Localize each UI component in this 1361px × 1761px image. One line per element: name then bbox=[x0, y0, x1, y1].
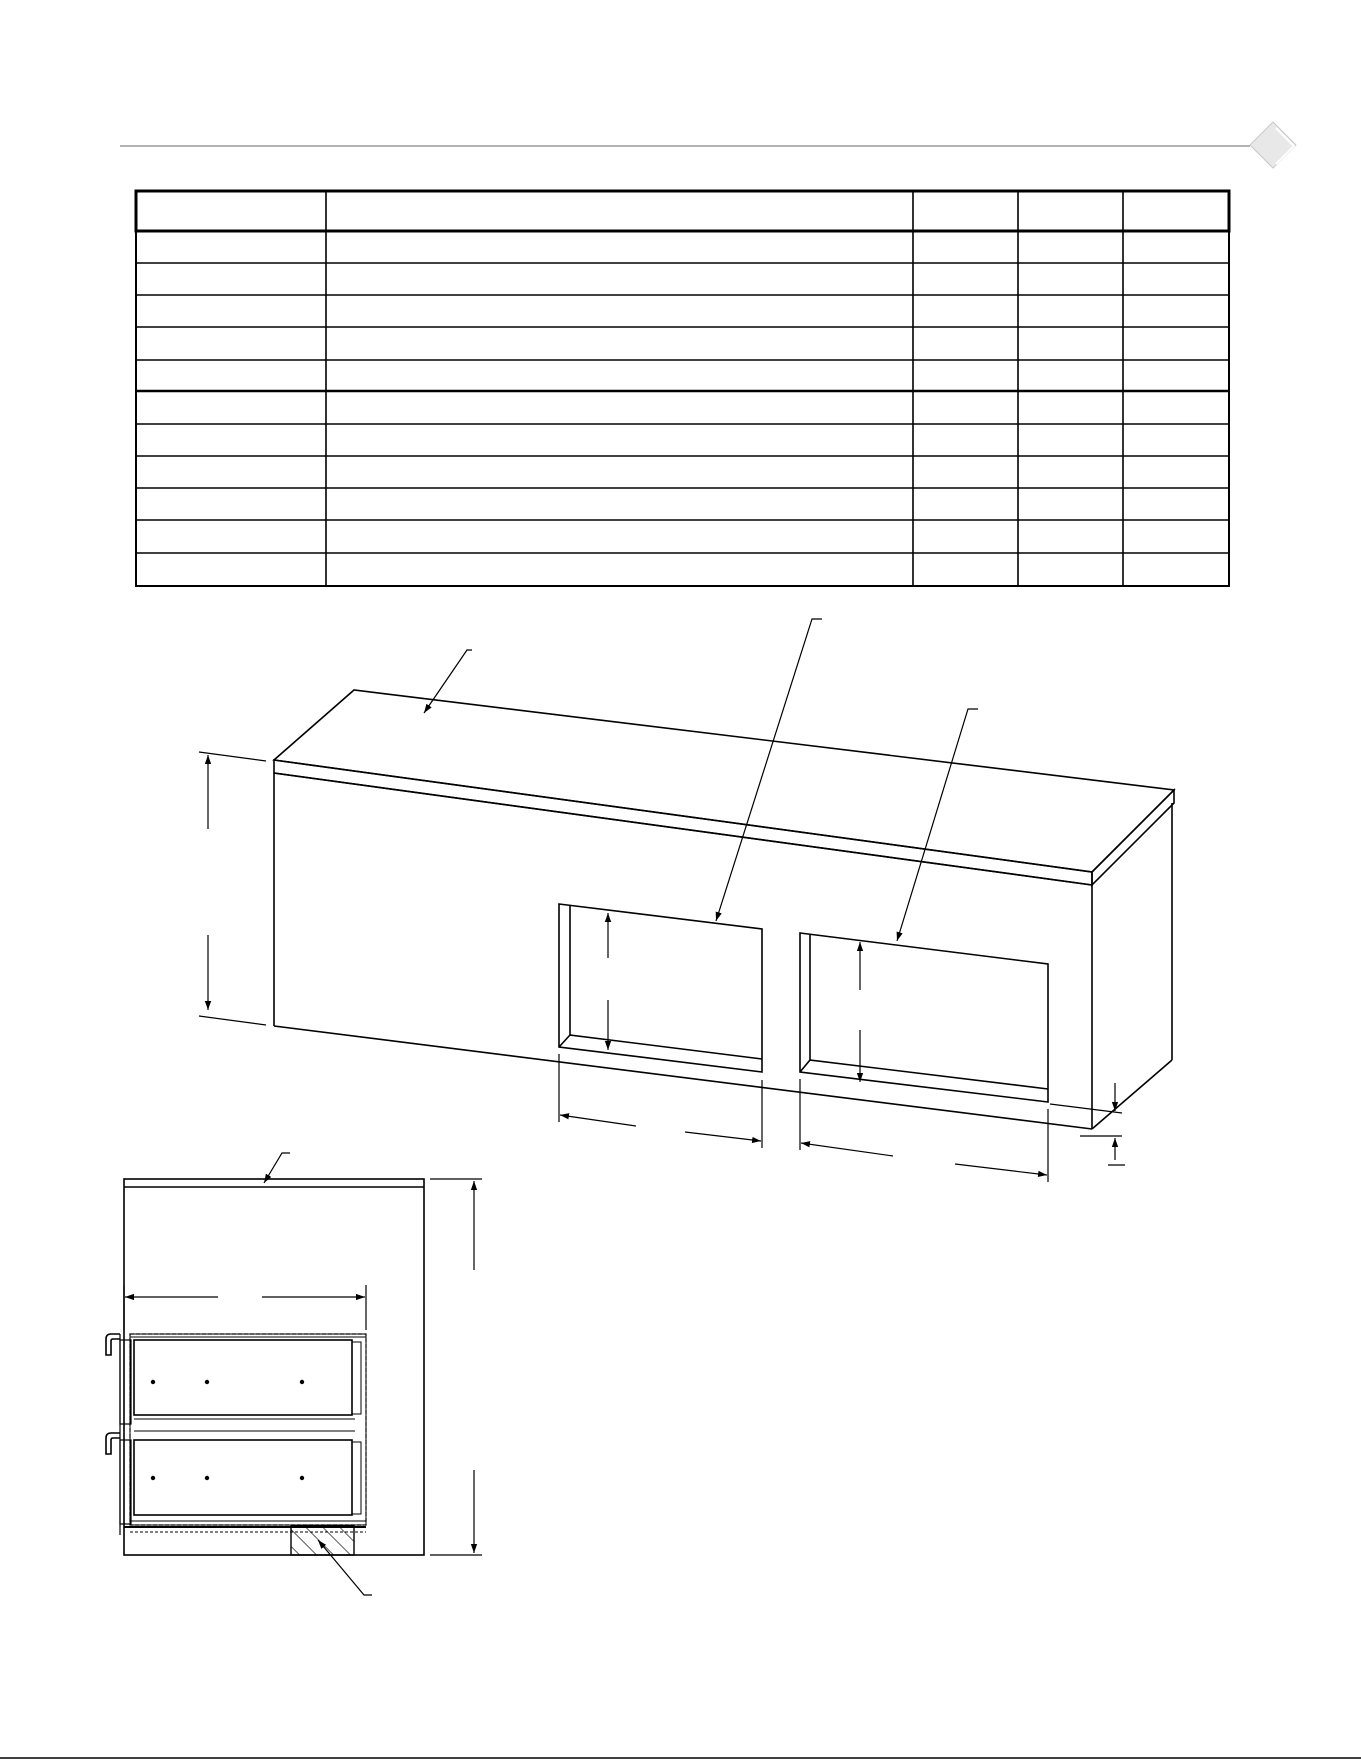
drawer-1 bbox=[106, 1334, 361, 1424]
dimension-opening-2-width bbox=[800, 1079, 1048, 1182]
side-dimension-lines bbox=[124, 1179, 482, 1555]
toe-kick-hatch bbox=[291, 1526, 354, 1555]
dimension-lines bbox=[199, 752, 1125, 1182]
dimension-overall-height bbox=[199, 752, 266, 1025]
dimension-toe-clearance bbox=[1050, 1083, 1125, 1165]
side-section-view bbox=[106, 1153, 482, 1595]
countertop bbox=[274, 690, 1174, 885]
callout-leader-opening-2 bbox=[897, 709, 978, 941]
page-tab-marker bbox=[1250, 122, 1296, 168]
cabinet-body bbox=[274, 773, 1172, 1129]
drawer-opening-1 bbox=[559, 904, 762, 1072]
drawer-handle-icon bbox=[106, 1433, 120, 1454]
side-body bbox=[124, 1179, 424, 1555]
callout-leaders bbox=[424, 619, 978, 941]
drawer-2 bbox=[106, 1431, 361, 1524]
dimension-side-height bbox=[430, 1179, 482, 1555]
drawer-opening-2 bbox=[800, 933, 1048, 1102]
drawer-handle-icon bbox=[106, 1334, 120, 1355]
isometric-view bbox=[199, 619, 1174, 1182]
table-header-row bbox=[136, 191, 1229, 231]
callout-leader-opening-1 bbox=[716, 619, 822, 921]
parts-table bbox=[136, 191, 1229, 586]
page-header bbox=[120, 122, 1296, 168]
dimension-depth bbox=[124, 1285, 366, 1330]
table-outline bbox=[136, 191, 1229, 586]
drawer-frame bbox=[124, 1334, 366, 1532]
table-column-lines bbox=[326, 191, 1123, 586]
table-row-lines bbox=[136, 263, 1229, 553]
